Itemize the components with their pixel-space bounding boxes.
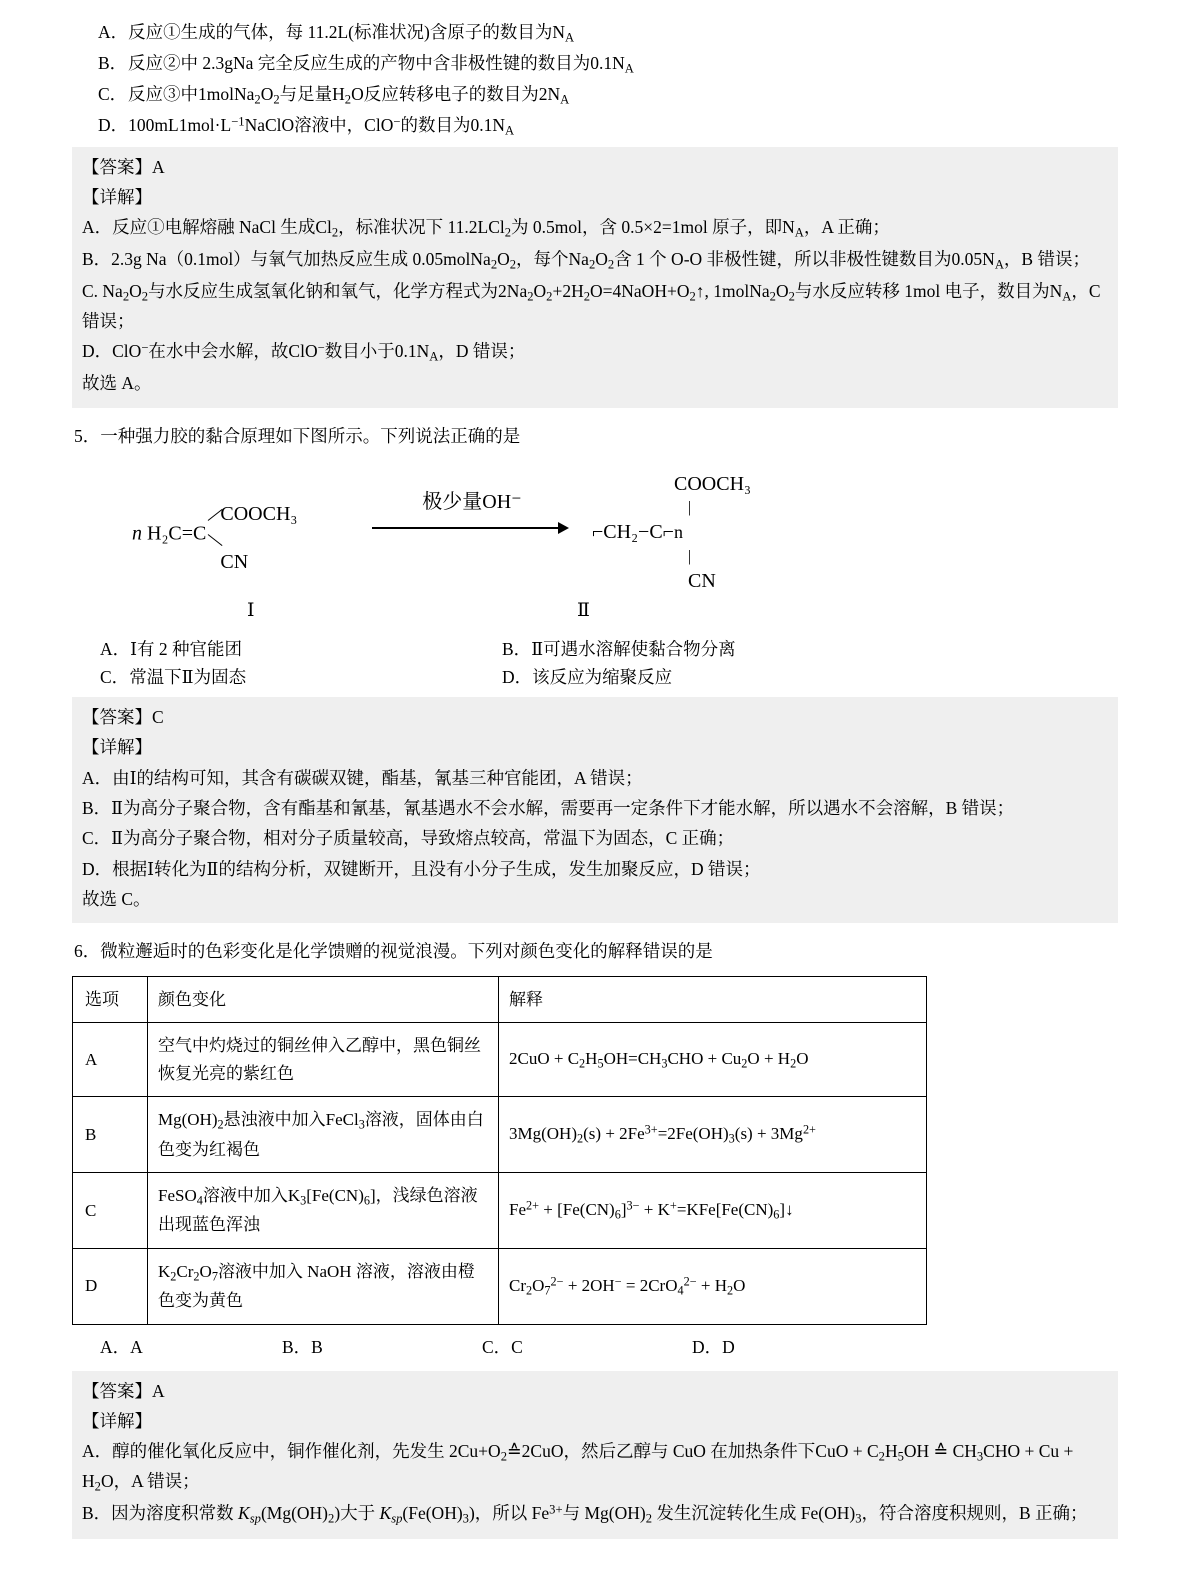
scheme-condition-label: 极少量OH⁻ xyxy=(422,490,522,513)
option-text: 反应②中 2.3gNa 完全反应生成的产物中含非极性键的数目为$0.1N_A$ xyxy=(128,52,634,76)
reaction-arrow-icon xyxy=(372,522,572,534)
option-b: B．Ⅱ可遇水溶解使黏合物分离 xyxy=(502,638,736,659)
option-c: C．常温下Ⅱ为固态 xyxy=(100,666,247,687)
explanation-line: B．Ⅱ为高分子聚合物，含有酯基和氰基，氰基遇水不会水解，需要再一定条件下才能水解，所以遇水不会溶解，B 错误； xyxy=(82,798,1015,818)
scheme-left-down-group: CN xyxy=(220,550,249,573)
question5-stem: 5．一种强力胶的黏合原理如下图所示。下列说法正确的是 xyxy=(74,425,521,446)
explanation-line: A．由Ⅰ的结构可知，其含有碳碳双键，酯基，氰基三种官能团，A 错误； xyxy=(82,767,643,788)
choice-b: B．B xyxy=(282,1336,323,1357)
scheme-right-sub-n: n xyxy=(673,522,683,543)
option-label: D． xyxy=(98,114,129,135)
table-header-row xyxy=(73,976,927,1023)
option-label: A． xyxy=(98,22,129,42)
explanation-label: 【详解】 xyxy=(82,186,152,207)
option-line xyxy=(72,49,1118,79)
choice-d: D．D xyxy=(692,1336,735,1357)
cell-color-change: $K_2Cr_2O_7$溶液中加入 NaOH 溶液，溶液由橙色变为黄色 xyxy=(148,1248,499,1324)
cell-option: B xyxy=(73,1097,148,1173)
option-line xyxy=(72,111,1118,141)
scheme-left-main: H₂C=C xyxy=(147,522,207,545)
cell-explanation: $3Mg(OH)_2(s) + 2Fe^{3+}=2Fe(OH)_3(s) + 3Mg^{2+}$ xyxy=(499,1097,927,1173)
cell-option: A xyxy=(73,1023,148,1097)
question4-answer-block xyxy=(72,147,1118,408)
option-label: B． xyxy=(98,52,128,73)
explanation-line: A．反应①电解熔融 NaCl 生成$Cl_2$，标准状况下 11.2LCl$_2$为 0.5mol，含 0.5×2=1mol 原子，即$N_A$，A 正确； xyxy=(82,217,890,240)
option-row xyxy=(72,663,1118,691)
reaction-scheme-diagram xyxy=(72,456,1118,631)
question6-stem: 6．微粒邂逅时的色彩变化是化学馈赠的视觉浪漫。下列对颜色变化的解释错误的是 xyxy=(74,941,713,962)
cell-explanation: $2CuO + C_2H_5OH=CH_3CHO + Cu_2O + H_2O$ xyxy=(499,1023,927,1097)
explanation-line: C．Ⅱ为高分子聚合物，相对分子质量较高，导致熔点较高，常温下为固态，C 正确； xyxy=(82,828,735,849)
answer-label: 【答案】A xyxy=(82,1380,165,1401)
question6-answer-block xyxy=(72,1371,1118,1539)
scheme-right-bottom-group: CN xyxy=(688,569,716,592)
bond-line-vertical-top: | xyxy=(688,499,692,517)
question5-answer-block xyxy=(72,697,1118,923)
option-d: D．该反应为缩聚反应 xyxy=(502,666,673,687)
choice-c: C．C xyxy=(482,1336,523,1357)
scheme-right-top-group: COOCH₃ xyxy=(674,472,751,495)
option-label: C． xyxy=(98,83,128,104)
cell-option: C xyxy=(73,1173,148,1249)
explanation-label: 【详解】 xyxy=(82,1410,152,1431)
explanation-line: 故选 C。 xyxy=(82,889,151,910)
scheme-label-I: Ⅰ xyxy=(247,599,255,621)
scheme-left-substituents xyxy=(206,498,366,572)
table-row xyxy=(73,1173,927,1249)
explanation-line: B．2.3g Na（0.1mol）与氧气加热反应生成 $0.05molNa_2O_2$，每个$Na_2O_2$含 1 个 O-O 非极性键，所以非极性键数目为$0.05N_A$，B 错误； xyxy=(82,249,1090,272)
option-text: 反应①生成的气体，每 11.2L(标准状况)含原子的数目为$N_A$ xyxy=(128,22,575,45)
question4-options xyxy=(72,18,1118,141)
option-text: 反应③中$1molNa_2O_2$与足量$H_2O$反应转移电子的数目为$2N_A$ xyxy=(128,83,570,107)
scheme-left-structure xyxy=(132,498,366,572)
option-a: A．Ⅰ有 2 种官能团 xyxy=(100,638,243,659)
explanation-line: D．ClO−在水中会水解，故ClO−数目小于$0.1N_A$，D 错误； xyxy=(82,340,526,364)
option-row xyxy=(72,635,1118,663)
table-row xyxy=(73,1023,927,1097)
bond-line-vertical-bottom: | xyxy=(688,547,692,565)
bond-line-down xyxy=(208,534,223,546)
color-change-table xyxy=(72,976,927,1325)
header-explanation: 解释 xyxy=(499,976,927,1023)
explanation-line: D．根据Ⅰ转化为Ⅱ的结构分析，双键断开，且没有小分子生成，发生加聚反应，D 错误； xyxy=(82,858,761,879)
answer-label: 【答案】C xyxy=(82,706,164,727)
cell-color-change: 空气中灼烧过的铜丝伸入乙醇中，黑色铜丝恢复光亮的紫红色 xyxy=(148,1023,499,1097)
cell-explanation: $Fe^{2+} + [Fe(CN)_6]^{3-}$ + $K^+=KFe[Fe(CN)_6]↓$ xyxy=(499,1173,927,1249)
option-line xyxy=(72,18,1118,48)
answer-label: 【答案】A xyxy=(82,156,165,177)
header-option: 选项 xyxy=(73,976,148,1023)
explanation-line: 故选 A。 xyxy=(82,373,152,394)
table-row xyxy=(73,1097,927,1173)
scheme-arrow-group xyxy=(372,486,572,534)
cell-color-change: FeSO$_4$溶液中加入$K_3[Fe(CN)_6]$，浅绿色溶液出现蓝色浑浊 xyxy=(148,1173,499,1249)
scheme-left-up-group: COOCH₃ xyxy=(220,502,298,525)
question6-choice-row xyxy=(72,1333,1118,1365)
explanation-line: B．因为溶度积常数 $K_{sp}(Mg(OH)_2)$大于 $K_{sp}(Fe(OH)_3)$，所以 $Fe^{3+}$与 $Mg(OH)_2$ 发生沉淀转化生成 $Fe(OH)_3$，符合溶度积规则，B 正确； xyxy=(82,1502,1088,1526)
choice-a: A．A xyxy=(100,1336,143,1357)
explanation-line: C. $Na_2O_2$与水反应生成氢氧化钠和氧气，化学方程式为$2Na_2O_2+2H_2O=4NaOH+O_2↑$, $1molNa_2O_2$与水反应转移 1mol 电子，数目为$N_A$，C 错误； xyxy=(82,281,1101,332)
explanation-line: A．醇的催化氧化反应中，铜作催化剂，先发生 $2Cu+O_2≙2CuO$，然后乙醇与 CuO 在加热条件下CuO + $C_2H_5OH$ ≙ $CH_3CHO + Cu + H_2O$，A 错误； xyxy=(82,1441,1074,1494)
scheme-right-structure xyxy=(592,468,751,597)
question5-options xyxy=(72,635,1118,691)
header-color-change: 颜色变化 xyxy=(148,976,499,1023)
cell-color-change: $Mg(OH)_2$悬浊液中加入FeCl$_3$溶液，固体由白色变为红褐色 xyxy=(148,1097,499,1173)
explanation-label: 【详解】 xyxy=(82,737,152,758)
cell-option: D xyxy=(73,1248,148,1324)
scheme-right-main: ⌐CH₂−C⌐n xyxy=(592,521,683,544)
cell-explanation: $Cr_2O_7^{2-} + 2OH^- = 2CrO_4^{2-} + H_2O$ xyxy=(499,1248,927,1324)
option-text: $100mL1mol\cdot L^{-1}NaClO$溶液中，ClO−的数目为$0.1N_A$ xyxy=(128,114,515,138)
scheme-label-II: Ⅱ xyxy=(577,599,590,621)
scheme-coefficient-n: n xyxy=(132,522,142,545)
table-row xyxy=(73,1248,927,1324)
option-line xyxy=(72,80,1118,110)
